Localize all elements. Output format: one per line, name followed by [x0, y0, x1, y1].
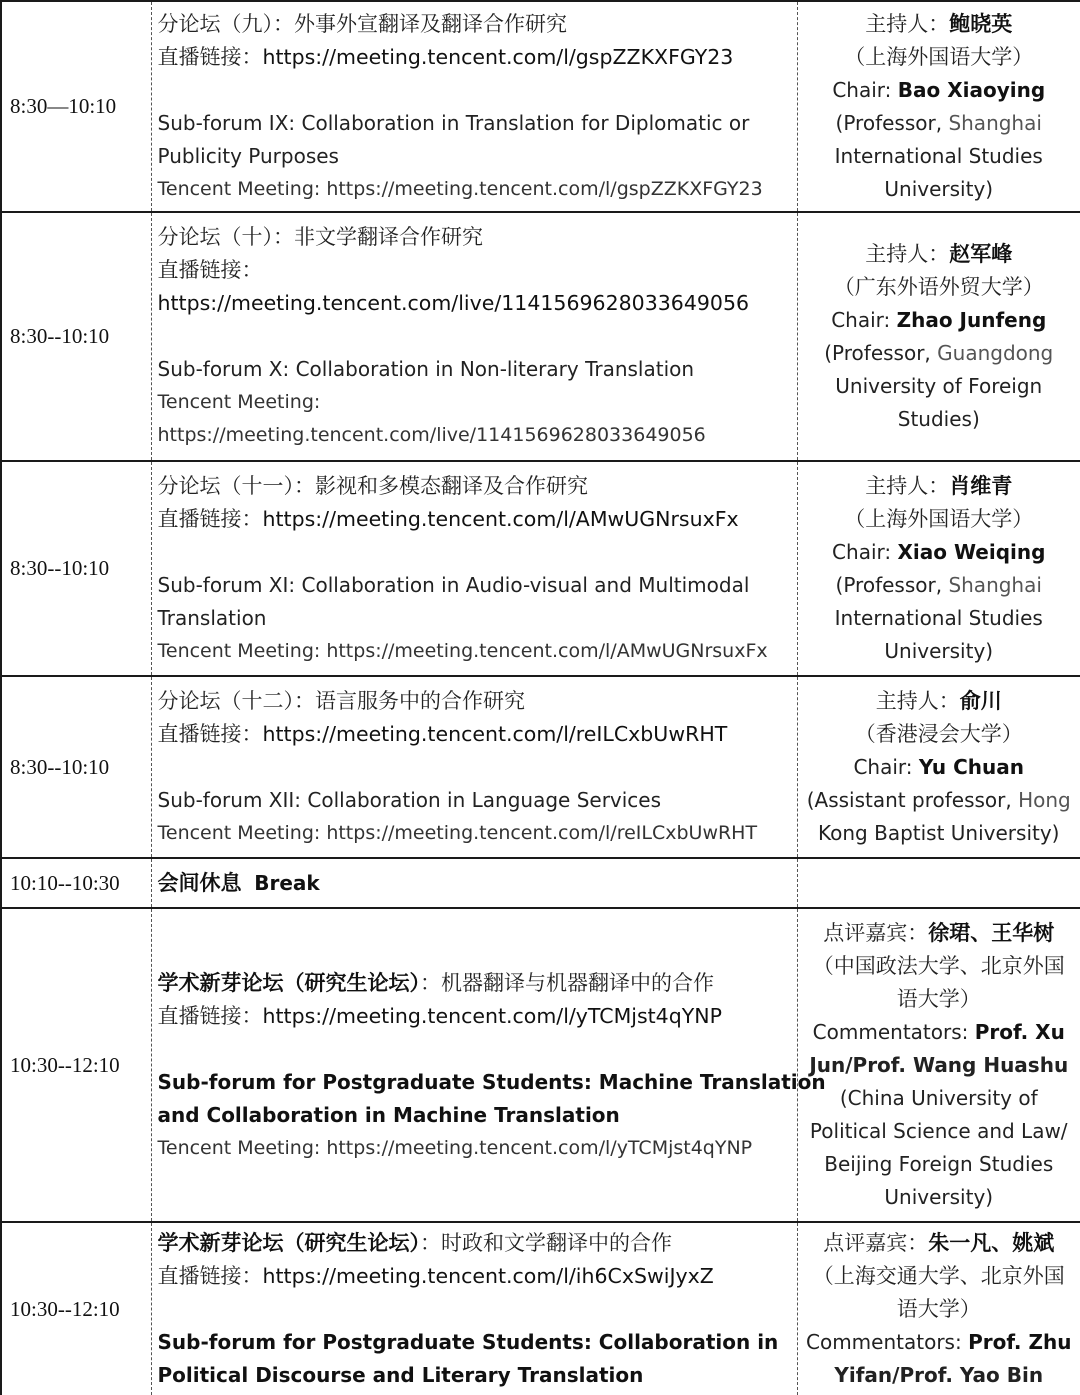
- commentator-names-cn: 朱一凡、姚斌: [928, 1230, 1055, 1255]
- live-label: 直播链接：: [157, 506, 263, 531]
- chair-name-en: Yu Chuan: [918, 755, 1025, 779]
- schedule-row-break: [1, 858, 1080, 908]
- host-name-cn: 俞川: [959, 688, 1002, 713]
- forum-title-cn-bold: 学术新芽论坛（研究生论坛）: [157, 969, 420, 995]
- chair-affiliation-cont: Kong Baptist University): [818, 821, 1060, 845]
- commentator-names-en-cont: Jun/Prof. Wang Huashu: [809, 1053, 1069, 1077]
- chair-label: Chair:: [853, 755, 919, 779]
- chair-title: (Professor,: [835, 573, 949, 597]
- chair-affiliation-cont: International Studies: [834, 606, 1043, 630]
- commentator-org-cn: （中国政法大学、北京外国: [812, 954, 1065, 978]
- commentator-names-en: Prof. Zhu: [968, 1330, 1072, 1354]
- commentator-cell: [797, 1222, 1080, 1395]
- commentator-cell: [797, 908, 1080, 1222]
- chair-cell-empty: [797, 858, 1080, 908]
- host-name-cn: 肖维青: [949, 473, 1013, 498]
- live-label: 直播链接：: [157, 258, 263, 282]
- commentator-label: 点评嘉宾：: [823, 921, 929, 945]
- chair-cell: [797, 212, 1080, 461]
- live-link[interactable]: https://meeting.tencent.com/l/reILCxbUwRHT: [262, 721, 728, 746]
- forum-title-en: Sub-forum XII: Collaboration in Language Services: [157, 787, 662, 812]
- chair-label: Chair:: [832, 540, 898, 564]
- chair-name-en: Bao Xiaoying: [897, 78, 1046, 102]
- schedule-row: [1, 908, 1080, 1222]
- chair-affiliation-end: Studies): [897, 407, 980, 431]
- time-cell: 8:30—10:10: [1, 1, 151, 212]
- live-link[interactable]: https://meeting.tencent.com/live/1141569628033649056: [157, 291, 750, 315]
- tencent-meeting-link[interactable]: Tencent Meeting: https://meeting.tencent.com/l/reILCxbUwRHT: [157, 821, 758, 844]
- tencent-meeting-link[interactable]: https://meeting.tencent.com/live/1141569628033649056: [157, 424, 706, 446]
- forum-title-en: Sub-forum IX: Collaboration in Translation for Diplomatic or: [157, 110, 750, 135]
- forum-title-en: Sub-forum XI: Collaboration in Audio-visual and Multimodal: [157, 572, 750, 597]
- chair-name-en: Xiao Weiqing: [897, 540, 1046, 564]
- commentator-affiliation-2: Political Science and Law/: [809, 1119, 1068, 1143]
- session-cell: [151, 1, 797, 212]
- forum-title-en-cont: and Collaboration in Machine Translation: [157, 1102, 620, 1127]
- forum-title-cn: 分论坛（十）：非文学翻译合作研究: [157, 225, 483, 249]
- host-label: 主持人：: [865, 242, 950, 266]
- forum-title-cn: 分论坛（九）：外事外宣翻译及翻译合作研究: [157, 11, 567, 36]
- time-cell: 8:30--10:10: [1, 212, 151, 461]
- chair-affiliation: Shanghai: [948, 111, 1042, 135]
- forum-title-cn: ：时政和文学翻译中的合作: [420, 1231, 672, 1255]
- host-org-cn: （上海外国语大学）: [844, 507, 1034, 531]
- forum-title-en: Sub-forum X: Collaboration in Non-literary Translation: [157, 357, 695, 381]
- commentator-names-cn: 徐珺、王华树: [928, 920, 1055, 945]
- break-label-cn: 会间休息: [157, 870, 242, 895]
- commentator-org-cn-cont: 语大学）: [896, 987, 981, 1011]
- commentator-label-en: Commentators:: [812, 1020, 975, 1044]
- chair-title: (Professor,: [835, 111, 949, 135]
- chair-label: Chair:: [832, 78, 898, 102]
- chair-affiliation: Hong: [1018, 788, 1071, 812]
- commentator-org-cn: （上海交通大学、北京外国: [812, 1264, 1065, 1288]
- session-cell: [151, 908, 826, 1222]
- forum-title-en: Sub-forum for Postgraduate Students: Collaboration in: [157, 1330, 779, 1354]
- chair-cell: [797, 461, 1080, 676]
- break-cell: [151, 858, 797, 908]
- forum-title-en-cont: Publicity Purposes: [157, 143, 339, 168]
- live-link[interactable]: https://meeting.tencent.com/l/gspZZKXFGY23: [262, 44, 734, 69]
- schedule-row: [1, 461, 1080, 676]
- schedule-row: [1, 212, 1080, 461]
- time-cell: 10:10--10:30: [1, 858, 151, 908]
- chair-affiliation-end: University): [884, 177, 994, 201]
- live-label: 直播链接：: [157, 1003, 263, 1028]
- commentator-affiliation-3: Beijing Foreign Studies: [824, 1152, 1054, 1176]
- host-org-cn: （上海外国语大学）: [844, 45, 1034, 69]
- chair-affiliation: Guangdong: [937, 341, 1054, 365]
- forum-title-cn: 分论坛（十一）：影视和多模态翻译及合作研究: [157, 473, 588, 498]
- forum-title-cn-bold: 学术新芽论坛（研究生论坛）: [157, 1230, 420, 1255]
- commentator-label: 点评嘉宾：: [823, 1231, 929, 1255]
- live-link[interactable]: https://meeting.tencent.com/l/AMwUGNrsuxFx: [262, 506, 739, 531]
- tencent-meeting-link[interactable]: Tencent Meeting: https://meeting.tencent.com/l/AMwUGNrsuxFx: [157, 639, 768, 662]
- forum-title-en-cont: Political Discourse and Literary Translation: [157, 1363, 644, 1387]
- chair-name-en: Zhao Junfeng: [896, 308, 1047, 332]
- chair-cell: [797, 1, 1080, 212]
- time-cell: 10:30--12:10: [1, 908, 151, 1222]
- tencent-meeting-link[interactable]: Tencent Meeting: https://meeting.tencent.com/l/yTCMjst4qYNP: [157, 1136, 753, 1159]
- chair-affiliation-end: University): [884, 639, 994, 663]
- host-label: 主持人：: [865, 12, 950, 36]
- session-cell: [151, 676, 797, 858]
- session-cell: [151, 461, 797, 676]
- time-cell: 10:30--12:10: [1, 1222, 151, 1395]
- chair-label: Chair:: [831, 308, 897, 332]
- chair-affiliation-cont: University of Foreign: [835, 374, 1043, 398]
- chair-title: (Assistant professor,: [806, 788, 1019, 812]
- live-link[interactable]: https://meeting.tencent.com/l/ih6CxSwiJyxZ: [262, 1264, 714, 1288]
- schedule-row: [1, 1, 1080, 212]
- break-label-en: Break: [254, 871, 320, 895]
- chair-affiliation: Shanghai: [948, 573, 1042, 597]
- live-label: 直播链接：: [157, 1264, 263, 1288]
- time-cell: 8:30--10:10: [1, 676, 151, 858]
- session-cell: [151, 1222, 797, 1395]
- host-name-cn: 赵军峰: [949, 241, 1013, 266]
- forum-title-en-cont: Translation: [157, 605, 267, 630]
- commentator-label-en: Commentators:: [806, 1330, 969, 1354]
- host-label: 主持人：: [865, 474, 950, 498]
- forum-title-cn: 分论坛（十二）：语言服务中的合作研究: [157, 688, 525, 713]
- live-label: 直播链接：: [157, 721, 263, 746]
- commentator-org-cn-cont: 语大学）: [896, 1297, 981, 1321]
- schedule-row: [1, 676, 1080, 858]
- forum-title-cn: ：机器翻译与机器翻译中的合作: [420, 970, 714, 995]
- chair-cell: [797, 676, 1080, 858]
- tencent-meeting-link[interactable]: Tencent Meeting: https://meeting.tencent.com/l/gspZZKXFGY23: [157, 177, 763, 200]
- host-org-cn: （香港浸会大学）: [854, 722, 1023, 746]
- host-label: 主持人：: [875, 689, 960, 713]
- live-link[interactable]: https://meeting.tencent.com/l/yTCMjst4qYNP: [262, 1003, 722, 1028]
- host-name-cn: 鲍晓英: [949, 11, 1013, 36]
- commentator-names-en-cont: Yifan/Prof. Yao Bin: [834, 1363, 1044, 1387]
- time-cell: 8:30--10:10: [1, 461, 151, 676]
- tencent-meeting-label: Tencent Meeting:: [157, 391, 321, 413]
- session-cell: [151, 212, 797, 461]
- host-org-cn: （广东外语外贸大学）: [833, 275, 1044, 299]
- commentator-affiliation-4: University): [884, 1185, 994, 1209]
- live-label: 直播链接：: [157, 44, 263, 69]
- commentator-names-en: Prof. Xu: [974, 1020, 1065, 1044]
- commentator-affiliation: (China University of: [839, 1086, 1038, 1110]
- chair-affiliation-cont: International Studies: [834, 144, 1043, 168]
- forum-title-en: Sub-forum for Postgraduate Students: Machine Translation: [157, 1069, 826, 1094]
- chair-title: (Professor,: [824, 341, 938, 365]
- schedule-row: [1, 1222, 1080, 1395]
